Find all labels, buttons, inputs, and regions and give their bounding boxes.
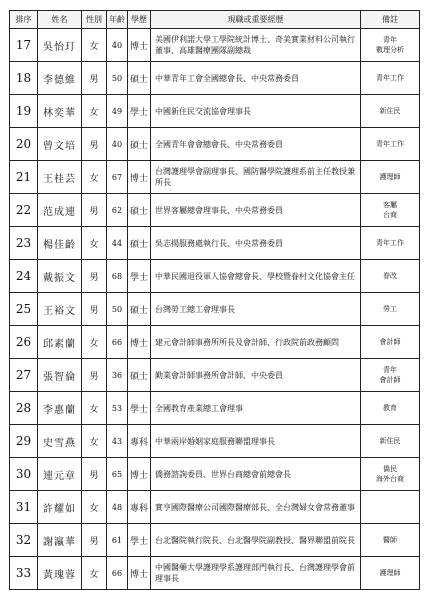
row-number: 20	[10, 128, 38, 161]
gender-cell: 男	[82, 524, 107, 557]
remark-cell: 青年 會計師	[361, 359, 420, 392]
age-cell: 50	[107, 62, 128, 95]
remark-cell: 客屬 台商	[361, 194, 420, 227]
row-number: 21	[10, 161, 38, 194]
experience-cell: 中華青年工會全國總會長、中央常務委員	[151, 62, 361, 95]
experience-cell: 中華民國退役軍人協會總會長、學校暨眷村文化協會主任	[151, 260, 361, 293]
table-body	[10, 29, 420, 590]
row-number: 17	[10, 29, 38, 62]
table-row	[10, 359, 420, 392]
education-cell: 學士	[128, 392, 151, 425]
nominee-name: 史雪燕	[38, 425, 82, 458]
experience-cell: 台北醫院執行院長、台北醫學院副教授、醫界聯盟前院長	[151, 524, 361, 557]
table-row	[10, 326, 420, 359]
age-cell: 65	[107, 458, 128, 491]
experience-cell: 台灣護理學會副理事長、國防醫學院護理系前主任教授兼所長	[151, 161, 361, 194]
age-cell: 68	[107, 260, 128, 293]
experience-cell: 建元會計師事務所所長及會計師、行政院前政務顧問	[151, 326, 361, 359]
education-cell: 碩士	[128, 227, 151, 260]
gender-cell: 男	[82, 359, 107, 392]
row-number: 22	[10, 194, 38, 227]
gender-cell: 女	[82, 491, 107, 524]
table-row	[10, 425, 420, 458]
remark-cell: 青年工作	[361, 62, 420, 95]
gender-cell: 女	[82, 557, 107, 590]
remark-cell: 新住民	[361, 425, 420, 458]
education-cell: 碩士	[128, 62, 151, 95]
table-row	[10, 392, 420, 425]
gender-cell: 女	[82, 326, 107, 359]
gender-cell: 男	[82, 128, 107, 161]
row-number: 26	[10, 326, 38, 359]
header-no: 排序	[10, 11, 38, 29]
education-cell: 博士	[128, 29, 151, 62]
experience-cell: 僑務諮詢委員、世界台商總會前總會長	[151, 458, 361, 491]
age-cell: 48	[107, 491, 128, 524]
gender-cell: 男	[82, 458, 107, 491]
gender-cell: 男	[82, 62, 107, 95]
nominee-name: 林奕華	[38, 95, 82, 128]
gender-cell: 男	[82, 260, 107, 293]
row-number: 25	[10, 293, 38, 326]
education-cell: 學士	[128, 524, 151, 557]
gender-cell: 男	[82, 194, 107, 227]
education-cell: 碩士	[128, 194, 151, 227]
experience-cell: 台灣勞工總工會理事長	[151, 293, 361, 326]
education-cell: 專科	[128, 491, 151, 524]
gender-cell: 女	[82, 29, 107, 62]
experience-cell: 實亨國際醫療公司國際醫療部長、全台灣婦女會常務董事	[151, 491, 361, 524]
row-number: 19	[10, 95, 38, 128]
nominee-name: 王桂芸	[38, 161, 82, 194]
table-row	[10, 62, 420, 95]
row-number: 29	[10, 425, 38, 458]
gender-cell: 女	[82, 161, 107, 194]
nominee-name: 許耀如	[38, 491, 82, 524]
remark-cell: 青年 數理分析	[361, 29, 420, 62]
education-cell: 專科	[128, 425, 151, 458]
row-number: 27	[10, 359, 38, 392]
age-cell: 49	[107, 95, 128, 128]
gender-cell: 女	[82, 95, 107, 128]
education-cell: 博士	[128, 458, 151, 491]
nominee-name: 楊佳齡	[38, 227, 82, 260]
header-age: 年齡	[107, 11, 128, 29]
table-row	[10, 161, 420, 194]
header-experience: 現職或重要經歷	[151, 11, 361, 29]
age-cell: 40	[107, 29, 128, 62]
remark-cell: 勞工	[361, 293, 420, 326]
table-row	[10, 524, 420, 557]
age-cell: 66	[107, 326, 128, 359]
table-row	[10, 458, 420, 491]
row-number: 33	[10, 557, 38, 590]
education-cell: 博士	[128, 326, 151, 359]
experience-cell: 中國醫藥大學護理學系護理部門執行長、台灣護理學會前理事長	[151, 557, 361, 590]
remark-cell: 青年工作	[361, 128, 420, 161]
header-sex: 性別	[82, 11, 107, 29]
table-row	[10, 293, 420, 326]
age-cell: 50	[107, 293, 128, 326]
remark-cell: 僑民 海外台商	[361, 458, 420, 491]
row-number: 18	[10, 62, 38, 95]
nominee-name: 黃瑰蓉	[38, 557, 82, 590]
age-cell: 40	[107, 128, 128, 161]
nominee-name: 謝瀛華	[38, 524, 82, 557]
age-cell: 43	[107, 425, 128, 458]
age-cell: 53	[107, 392, 128, 425]
age-cell: 44	[107, 227, 128, 260]
nominee-name: 李惠蘭	[38, 392, 82, 425]
remark-cell: 新住民	[361, 95, 420, 128]
remark-cell: 青年工作	[361, 227, 420, 260]
table-row	[10, 29, 420, 62]
header-remark: 備註	[361, 11, 420, 29]
nominee-list-page	[9, 10, 419, 590]
gender-cell: 女	[82, 392, 107, 425]
experience-cell: 吳志揚服務處執行長、中央常務委員	[151, 227, 361, 260]
education-cell: 碩士	[128, 128, 151, 161]
experience-cell: 世界客屬總會理事長、中央常務委員	[151, 194, 361, 227]
age-cell: 62	[107, 194, 128, 227]
nominee-name: 曾文培	[38, 128, 82, 161]
nominee-name: 李德維	[38, 62, 82, 95]
experience-cell: 勤業會計師事務所會計師、中央委員	[151, 359, 361, 392]
row-number: 28	[10, 392, 38, 425]
nominee-name: 王裕文	[38, 293, 82, 326]
gender-cell: 男	[82, 293, 107, 326]
nominee-table	[9, 10, 420, 590]
row-number: 30	[10, 458, 38, 491]
table-row	[10, 491, 420, 524]
row-number: 24	[10, 260, 38, 293]
education-cell: 博士	[128, 161, 151, 194]
remark-cell: 眷改	[361, 260, 420, 293]
experience-cell: 中華兩岸婚姻家庭服務聯盟理事長	[151, 425, 361, 458]
header-education: 學歷	[128, 11, 151, 29]
education-cell: 學士	[128, 95, 151, 128]
row-number: 32	[10, 524, 38, 557]
education-cell: 碩士	[128, 293, 151, 326]
table-row	[10, 227, 420, 260]
nominee-name: 戴振文	[38, 260, 82, 293]
nominee-name: 范成連	[38, 194, 82, 227]
table-row	[10, 95, 420, 128]
age-cell: 36	[107, 359, 128, 392]
remark-cell: 醫師	[361, 524, 420, 557]
remark-cell: 教育	[361, 392, 420, 425]
gender-cell: 女	[82, 227, 107, 260]
row-number: 31	[10, 491, 38, 524]
experience-cell: 美國伊利諾大學工學院統計博士、奇美實業材料公司執行董事、高雄醫療團隊副總裁	[151, 29, 361, 62]
remark-cell: 護理師	[361, 161, 420, 194]
table-header-row	[10, 11, 420, 29]
nominee-name: 張智倫	[38, 359, 82, 392]
education-cell: 博士	[128, 557, 151, 590]
table-row	[10, 557, 420, 590]
age-cell: 66	[107, 557, 128, 590]
table-row	[10, 128, 420, 161]
experience-cell: 全國青年會會總會長、中央常務委員	[151, 128, 361, 161]
remark-cell: 護理師	[361, 557, 420, 590]
table-row	[10, 260, 420, 293]
table-row	[10, 194, 420, 227]
education-cell: 學士	[128, 260, 151, 293]
nominee-name: 吳怡玎	[38, 29, 82, 62]
experience-cell: 中國新住民交流協會理事長	[151, 95, 361, 128]
gender-cell: 女	[82, 425, 107, 458]
age-cell: 61	[107, 524, 128, 557]
header-name: 姓名	[38, 11, 82, 29]
nominee-name: 連元章	[38, 458, 82, 491]
education-cell: 碩士	[128, 359, 151, 392]
remark-cell: 會計師	[361, 326, 420, 359]
nominee-name: 邱素蘭	[38, 326, 82, 359]
row-number: 23	[10, 227, 38, 260]
remark-cell	[361, 491, 420, 524]
experience-cell: 全國教育產業總工會理事	[151, 392, 361, 425]
age-cell: 67	[107, 161, 128, 194]
